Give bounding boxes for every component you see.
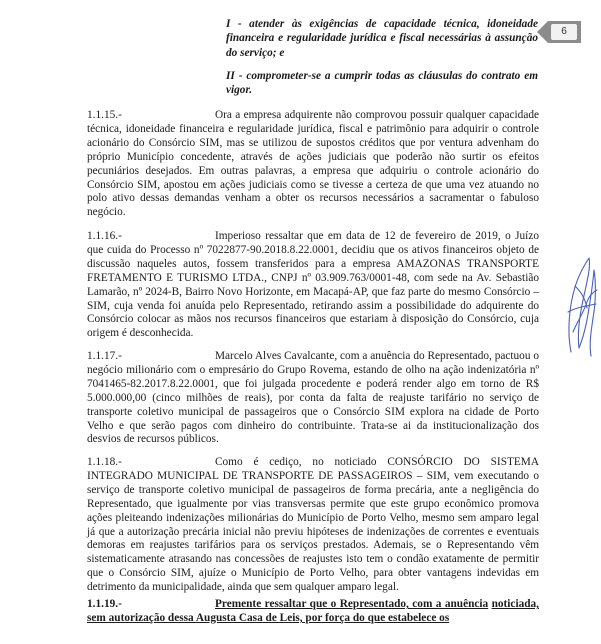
paragraph-number: 1.1.17.- — [87, 350, 122, 362]
paragraph-text: Como é cediço, no noticiado CONSÓRCIO DO SISTEMA INTEGRADO MUNICIPAL DE TRANSPORTE DE PASSAGEIROS – SIM, vem executando o serviço de transporte coletivo municipal de passageiros de forma precária, ante a negligência do Representado, que igualmente por vias transversas permite que este grupo econômico promova ações pleiteando indenizações milionárias do Município de Porto Velho, mesmo sem amparo legal já que a autorização precária inicial não previu hipóteses de indenizações de correntes e eventuais demoras em reajustes tarifários para os serviços prestados. Ademais, se o Representando vêm sistematicamente atrasando nas concessões de reajustes isto tem o condão exatamente de permitir que o Consórcio SIM, ajuíze o Município de Porto Velho, para obter vantagens indevidas em detrimento da municipalidade, ainda que sem qualquer amparo legal. — [87, 456, 539, 594]
page-badge-arrow-icon — [537, 21, 548, 43]
quoted-clause-item-1: I - atender às exigências de capacidade técnica, idoneidade financeira e regularidade jurídica e fiscal necessárias à assunção do serviço; e — [226, 18, 538, 59]
handwritten-signature-icon — [563, 252, 601, 362]
paragraph-1-1-17 — [87, 350, 539, 447]
paragraph-number: 1.1.16.- — [87, 230, 122, 242]
paragraph-1-1-15 — [87, 109, 539, 220]
page-number: 6 — [551, 24, 577, 40]
paragraph-continuation-text: noticiada, sem autorização dessa Augusta Casa de Leis, por força do que estabelece os — [87, 598, 539, 624]
paragraph-1-1-18 — [87, 456, 539, 595]
paragraph-1-1-19 — [87, 598, 539, 626]
paragraph-text: Marcelo Alves Cavalcante, com a anuência do Representado, pactuou o negócio milionário com o empresário do Grupo Rovema, estando de olho na ação indenizatória nº 7041465-82.2017.8.22.0001, que foi julgada procedente e poderá render algo em torno de R$ 5.000.000,00 (cinco milhões de reais), por conta da falta de reajuste tarifário no serviço de transporte coletivo municipal de passageiros que o Consórcio SIM explora na cidade de Porto Velho e que serão pagos com dinheiro do contribuinte. Trata-se ai da institucionalização dos desvios de recursos públicos. — [87, 350, 539, 446]
paragraph-number: 1.1.15.- — [87, 109, 122, 121]
paragraph-text: Ora a empresa adquirente não comprovou possuir qualquer capacidade técnica, idoneidade financeira e regularidade jurídica, fiscal e patrimônio para adquirir o controle acionário do Consórcio SIM, mas se utilizou de supostos créditos que por ventura advenham do próprio Município concedente, através de ações judiciais que poderão não surtir os efeitos pecuniários desejados. Em outras palavras, a empresa que adquiriu o controle acionário do Consórcio SIM, apostou em ações judiciais como se tivesse a certeza de que uma vez atuando no polo ativo dessas demandas venham a obter os recursos necessários a sacramentar o fabuloso negócio. — [87, 109, 539, 219]
paragraph-number: 1.1.18.- — [87, 456, 122, 468]
quoted-clause-item-2: II - comprometer-se a cumprir todas as cláusulas do contrato em vigor. — [226, 70, 538, 97]
paragraph-text: Imperioso ressaltar que em data de 12 de fevereiro de 2019, o Juízo que cuida do Processo nº 7022877-90.2018.8.22.0001, decidiu que os ativos financeiros objeto de discussão naqueles autos, fossem transferidos para a empresa AMAZONAS TRANSPORTE FRETAMENTO E TURISMO LTDA., CNPJ nº 03.909.763/0001-48, com sede na Av. Sebastião Lamarão, nº 2024-B, Bairro Novo Horizonte, em Macapá-AP, que faz parte do mesmo Consórcio – SIM, cuja venda foi anuída pelo Representado, retirando assim a possibilidade do adquirente do Consórcio colocar as mãos nos recursos financeiros que estariam à disposição do Consórcio, cuja origem é desconhecida. — [87, 230, 539, 340]
paragraph-lead-text: Premente ressaltar que o Representado, com a anuência — [215, 598, 489, 610]
paragraph-1-1-16 — [87, 230, 539, 341]
paragraph-number: 1.1.19.- — [87, 598, 122, 610]
page-number-badge — [548, 21, 581, 43]
